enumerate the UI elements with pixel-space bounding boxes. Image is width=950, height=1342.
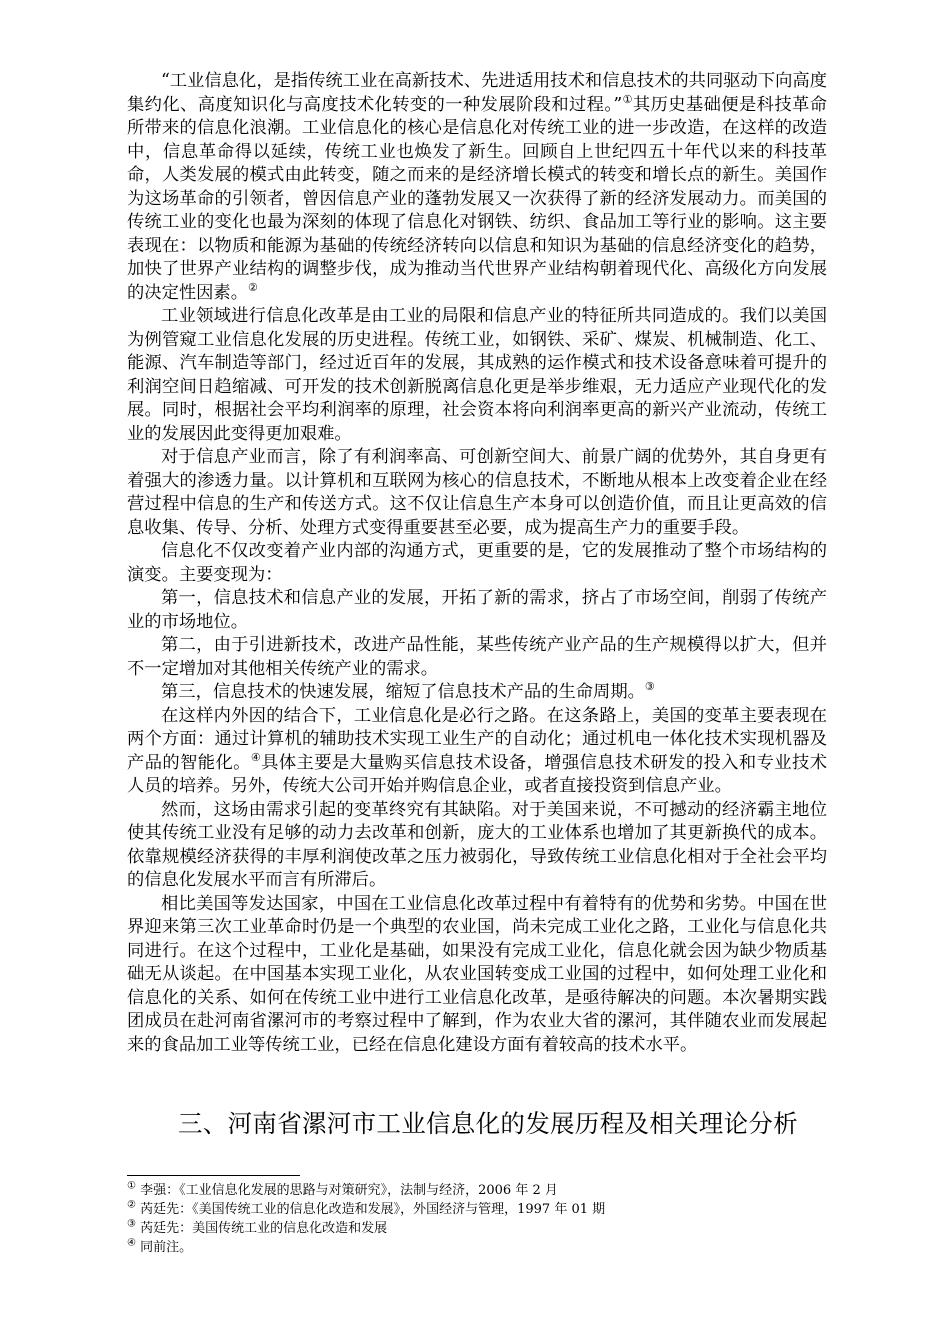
body-paragraph (127, 681, 827, 705)
paragraph-text: 第三，信息技术的快速发展，缩短了信息技术产品的生命周期。 (161, 682, 645, 702)
body-paragraph (127, 705, 827, 799)
footnote-ref: ① (622, 92, 633, 106)
section-heading: 三、河南省漯河市工业信息化的发展历程及相关理论分析 (178, 1109, 798, 1138)
footnote-text: 李强：《工业信息化发展的思路与对策研究》，法制与经济，2006 年 2 月 (135, 1183, 558, 1198)
body-paragraph (127, 70, 827, 305)
paragraph-text: 在这样内外因的结合下，工业信息化是必行之路。在这条路上，美国的变革主要表现在两个方面：通过计算机的辅助技术实现工业生产的自动化；通过机电一体化技术实现机器及产品的智能化。 (127, 705, 827, 773)
body-paragraph (127, 587, 827, 634)
paragraph-text: 相比美国等发达国家，中国在工业信息化改革过程中有着特有的优势和劣势。中国在世界迎来第三次工业革命时仍是一个典型的农业国，尚未完成工业化之路，工业化与信息化共同进行。在这个过程中，工业化是基础，如果没有完成工业化，信息化就会因为缺少物质基础无从谈起。在中国基本实现工业化，从农业国转变成工业国的过程中，如何处理工业化和信息化的关系、如何在传统工业中进行工业信息化改革，是亟待解决的问题。本次暑期实践团成员在赴河南省漯河市的考察过程中了解到，作为农业大省的漯河，其伴随农业而发展起来的食品加工业等传统工业，已经在信息化建设方面有着较高的技术水平。 (127, 893, 827, 1055)
footnotes (127, 1181, 847, 1257)
body-paragraph (127, 305, 827, 446)
body-paragraph (127, 799, 827, 893)
paragraph-text: “工业信息化，是指传统工业在高新技术、先进适用技术和信息技术的共同驱动下向高度集约化、高度知识化与高度技术化转变的一种发展阶段和过程。” (127, 71, 827, 115)
footnote-text: 芮廷先：美国传统工业的信息化改造和发展 (135, 1221, 388, 1236)
footnote-ref: ③ (644, 680, 655, 694)
footnote (127, 1219, 847, 1238)
footnote-mark: ② (127, 1199, 136, 1211)
footnote-mark: ③ (127, 1218, 136, 1230)
footnote-mark: ① (127, 1180, 136, 1192)
body-paragraph (127, 540, 827, 587)
body-paragraph (127, 634, 827, 681)
footnote-mark: ④ (127, 1237, 136, 1249)
body-paragraph (127, 893, 827, 1058)
footnote-separator (127, 1175, 300, 1176)
footnote (127, 1200, 847, 1219)
paragraph-text: 对于信息产业而言，除了有利润率高、可创新空间大、前景广阔的优势外，其自身更有着强大的渗透力量。以计算机和互联网为核心的信息技术，不断地从根本上改变着企业在经营过程中信息的生产和传送方式。这不仅让信息生产本身可以创造价值，而且让更高效的信息收集、传导、分析、处理方式变得重要甚至必要，成为提高生产力的重要手段。 (127, 447, 827, 538)
paragraph-text: 具体主要是大量购买信息技术设备，增强信息技术研发的投入和专业技术人员的培养。另外，传统大公司开始并购信息企业，或者直接投资到信息产业。 (127, 752, 827, 796)
paragraph-text: 然而，这场由需求引起的变革终究有其缺陷。对于美国来说，不可撼动的经济霸主地位使其传统工业没有足够的动力去改革和创新，庞大的工业体系也增加了其更新换代的成本。依靠规模经济获得的丰厚利润使改革之压力被弱化，导致传统工业信息化相对于全社会平均的信息化发展水平而言有所滞后。 (127, 799, 827, 890)
paragraph-text: 信息化不仅改变着产业内部的沟通方式，更重要的是，它的发展推动了整个市场结构的演变。主要变现为： (127, 541, 827, 585)
footnote-text: 芮廷先：《美国传统工业的信息化改造和发展》，外国经济与管理，1997 年 01 期 (135, 1202, 606, 1217)
footnote-ref: ④ (250, 750, 262, 764)
footnote (127, 1238, 847, 1257)
paragraph-text: 其历史基础便是科技革命所带来的信息化浪潮。工业信息化的核心是信息化对传统工业的进一步改造，在这样的改造中，信息革命得以延续，传统工业也焕发了新生。回顾自上世纪四五十年代以来的科技革命，人类发展的模式由此转变，随之而来的是经济增长模式的转变和增长点的新生。美国作为这场革命的引领者，曾因信息产业的蓬勃发展又一次获得了新的经济发展动力。而美国的传统工业的变化也最为深刻的体现了信息化对钢铁、纺织、食品加工等行业的影响。这主要表现在：以物质和能源为基础的传统经济转向以信息和知识为基础的信息经济变化的趋势，加快了世界产业结构的调整步伐，成为推动当代世界产业结构朝着现代化、高级化方向发展的决定性因素。 (127, 94, 827, 303)
footnote-ref: ② (247, 280, 258, 294)
paragraph-text: 第二，由于引进新技术，改进产品性能，某些传统产业产品的生产规模得以扩大，但并不一定增加对其他相关传统产业的需求。 (127, 635, 827, 679)
document-body (127, 70, 827, 1057)
body-paragraph (127, 446, 827, 540)
footnote (127, 1181, 847, 1200)
footnote-text: 同前注。 (135, 1240, 193, 1255)
paragraph-text: 第一，信息技术和信息产业的发展，开拓了新的需求，挤占了市场空间，削弱了传统产业的市场地位。 (127, 588, 827, 632)
paragraph-text: 工业领域进行信息化改革是由工业的局限和信息产业的特征所共同造成的。我们以美国为例管窥工业信息化发展的历史进程。传统工业，如钢铁、采矿、煤炭、机械制造、化工、能源、汽车制造等部门，经过近百年的发展，其成熟的运作模式和技术设备意味着可提升的利润空间日趋缩减、可开发的技术创新脱离信息化更是举步维艰，无力适应产业现代化的发展。同时，根据社会平均利润率的原理，社会资本将向利润率更高的新兴产业流动，传统工业的发展因此变得更加艰难。 (127, 306, 827, 444)
